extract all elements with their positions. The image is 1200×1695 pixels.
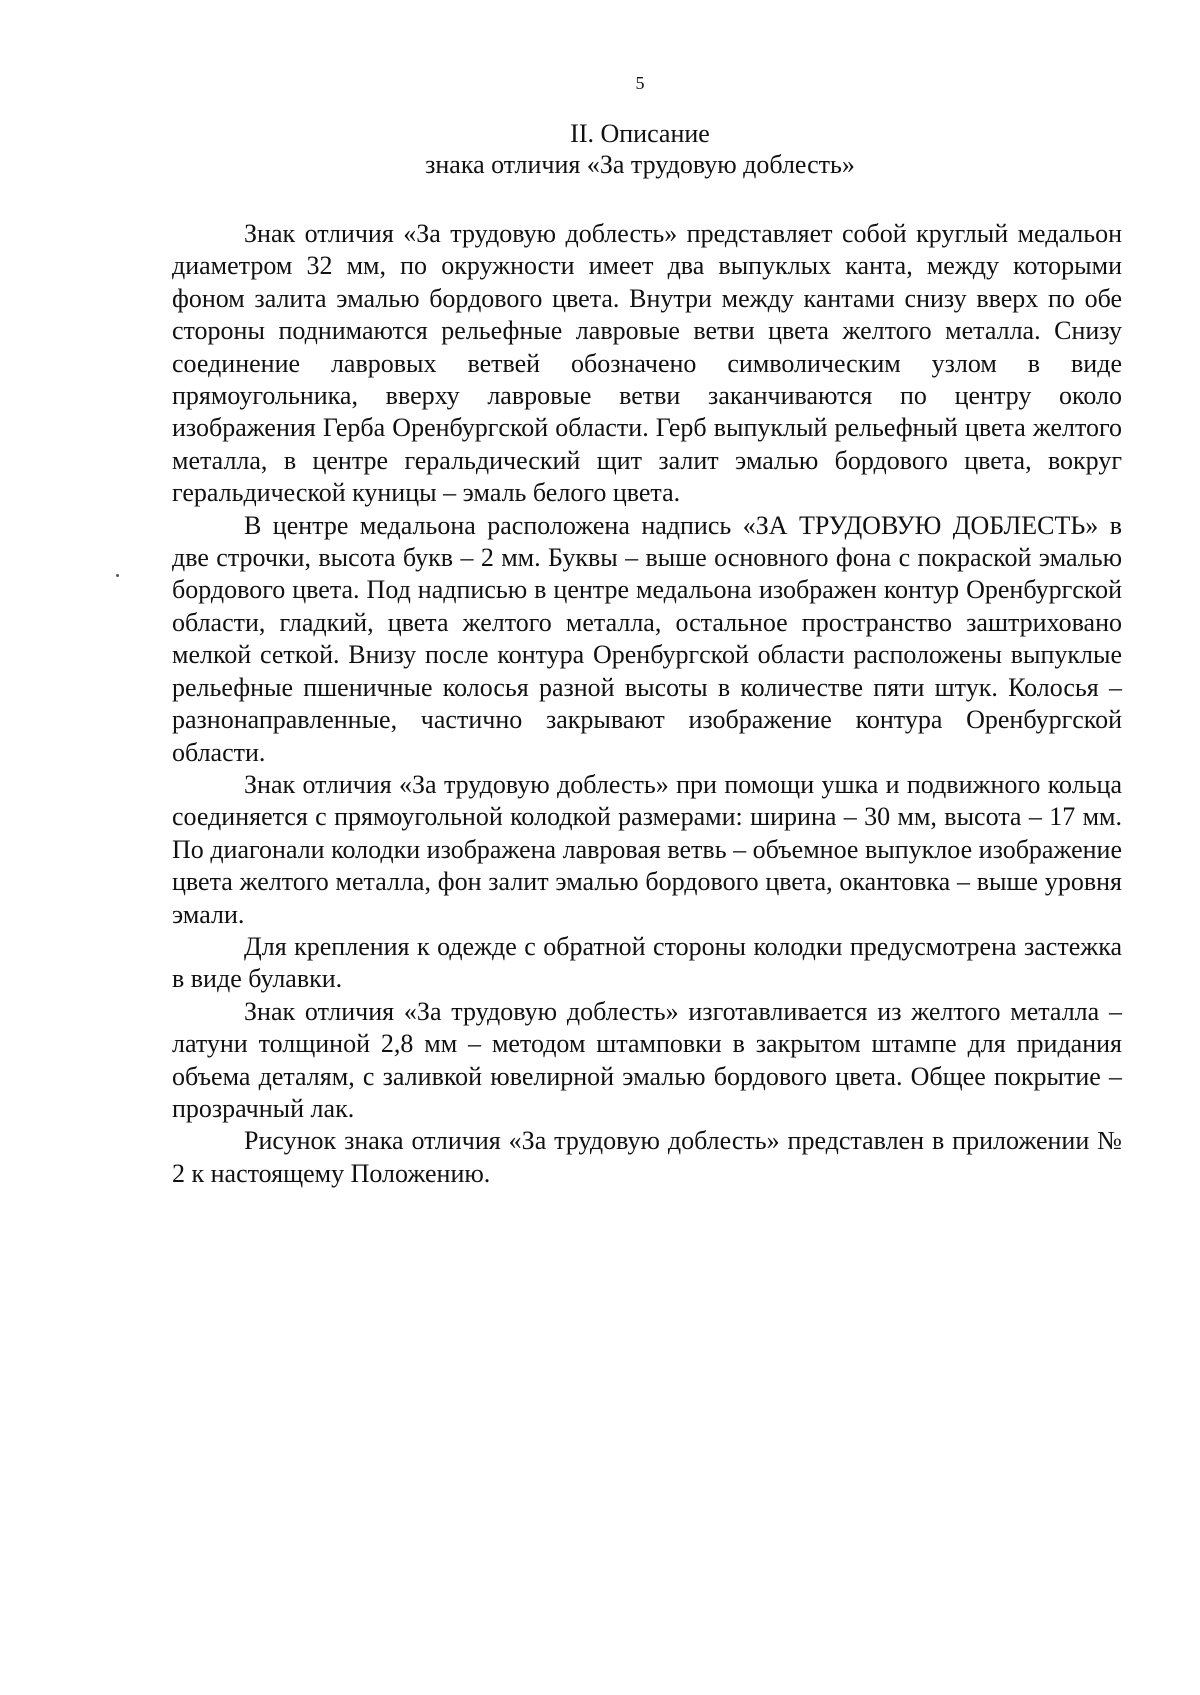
paragraph-appendix-reference: Рисунок знака отличия «За трудовую доблесть» представлен в приложении № 2 к настоящему Положению. <box>172 1126 1122 1188</box>
paragraph-medallion-description: Знак отличия «За трудовую доблесть» представляет собой круглый медальон диаметром 32 мм, по окружности имеет два выпуклых канта, между которыми фоном залита эмалью бордового цвета. Внутри между кантами снизу вверх по обе стороны поднимаются рельефные лавровые ветви цвета желтого металла. Снизу соединение лавровых ветвей обозначено символическим узлом в виде прямоугольника, вверху лавровые ветви заканчиваются по центру около изображения Герба Оренбургской области. Герб выпуклый рельефный цвета желтого металла, в центре геральдический щит залит эмалью бордового цвета, вокруг геральдической куницы – эмаль белого цвета. <box>172 219 1122 508</box>
paragraph-fastening-description: Для крепления к одежде с обратной стороны колодки предусмотрена застежка в виде булавки. <box>172 931 1122 994</box>
section-heading <box>0 118 1200 180</box>
section-heading-line-2: знака отличия «За трудовую доблесть» <box>425 150 855 179</box>
paragraph-manufacturing-description: Знак отличия «За трудовую доблесть» изготавливается из желтого металла – латуни толщиной 2,8 мм – методом штамповки в закрытом штампе для придания объема деталям, с заливкой ювелирной эмалью бордового цвета. Общее покрытие – прозрачный лак. <box>172 996 1122 1123</box>
paragraph-inscription-description: В центре медальона расположена надпись «ЗА ТРУДОВУЮ ДОБЛЕСТЬ» в две строчки, высота букв – 2 мм. Буквы – выше основного фона с покраской эмалью бордового цвета. Под надписью в центре медальона изображен контур Оренбургской области, гладкий, цвета желтого металла, остальное пространство заштриховано мелкой сеткой. Внизу после контура Оренбургской области расположены выпуклые рельефные пшеничные колосья разной высоты в количестве пяти штук. Колосья – разнонаправленные, частично закрывают изображение контура Оренбургской области. <box>172 510 1122 767</box>
section-heading-line-1: II. Описание <box>570 119 710 148</box>
page-number: 5 <box>635 73 645 93</box>
document-body <box>172 218 1122 1190</box>
scan-speck <box>116 574 119 577</box>
paragraph-ribbon-bar-description: Знак отличия «За трудовую доблесть» при помощи ушка и подвижного кольца соединяется с прямоугольной колодкой размерами: ширина – 30 мм, высота – 17 мм. По диагонали колодки изображена лавровая ветвь – объемное выпуклое изображение цвета желтого металла, фон залит эмалью бордового цвета, окантовка – выше уровня эмали. <box>172 769 1122 929</box>
